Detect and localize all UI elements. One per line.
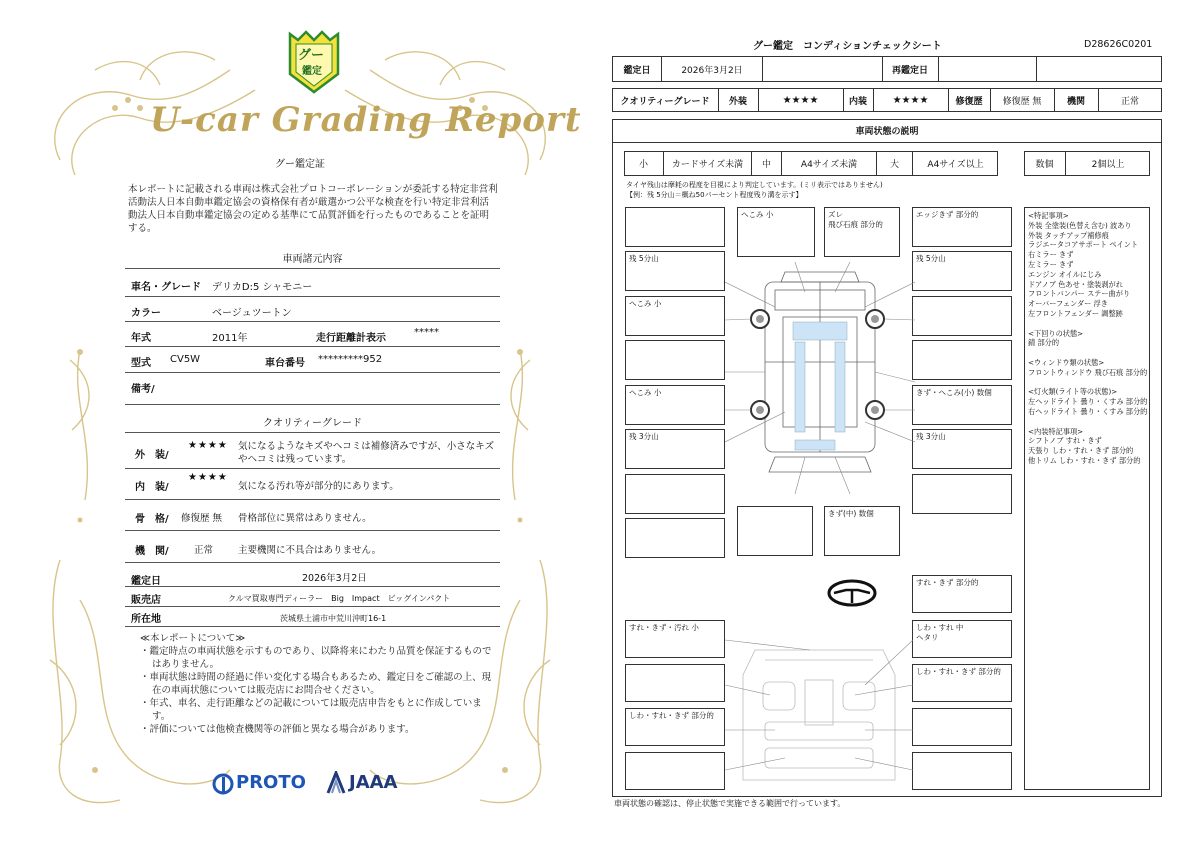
cert-title: グー鑑定証 — [275, 159, 325, 170]
badge-text-bottom: 鑑定 — [302, 66, 322, 77]
divider — [125, 372, 500, 373]
date-label: 鑑定日 — [131, 576, 161, 587]
notes-line: ラジエータコアサポート ペイント — [1028, 240, 1139, 250]
address-value: 茨城県土浦市中荒川沖町16-1 — [280, 614, 387, 623]
color-value: ベージュツートン — [212, 308, 292, 319]
ext-box-right-empty — [912, 296, 1012, 336]
ext-box-bottom-a — [737, 506, 813, 556]
divider — [125, 321, 500, 322]
notes-spacer — [1028, 378, 1148, 388]
engine-label: 機 関/ — [135, 546, 169, 557]
ext-box-left-3: へこみ 小 — [625, 385, 725, 425]
notes-line: <ウィンドウ類の状態> — [1028, 357, 1105, 367]
ext-box-right-empty — [912, 340, 1012, 380]
tire-note: タイヤ残山は摩耗の程度を目視により判定しています。(ミリ表示ではありません) — [626, 181, 883, 189]
repair-label: 修復歴 — [955, 96, 983, 107]
dealer-value: クルマ買取専門ディーラー Big Impact ビッグインパクト — [228, 594, 451, 603]
interior-stars: ★★★★ — [188, 472, 228, 483]
notes-line: 天張り しわ・すれ・きず 部分的 — [1028, 446, 1134, 456]
ext-box-left-empty — [625, 518, 725, 558]
ext-box-top-b: ズレ 飛び石痕 部分的 — [824, 207, 900, 257]
address-label: 所在地 — [131, 614, 161, 625]
note-item: ・車両状態は時間の経過に伴い変化する場合もあるため、鑑定日をご確認の上、現在の車両状態については販売店にお問合せください。 — [140, 672, 492, 696]
engine-text: 主要機関に不具合はありません。 — [238, 545, 382, 556]
ext-box-left-4: 残 3分山 — [625, 429, 725, 469]
cert-body: 本レポートに記載される車両は株式会社プロトコーポレーションが委託する特定非営利活動法人日本自動車鑑定協会の資格保有者が厳選かつ公平な検査を行い特定非営利活動法人日本自動車鑑定協会の定める基準にて品質評価を行ったものであることを証明する。 — [128, 184, 498, 234]
legend-large-desc: A4サイズ以上 — [927, 160, 984, 170]
divider — [125, 268, 500, 269]
sheet-id: D28626C0201 — [1084, 39, 1153, 50]
car-name-label: 車名・グレード — [131, 282, 201, 293]
divider — [125, 404, 500, 405]
exterior-stars: ★★★★ — [188, 440, 228, 451]
date-value: 2026年3月2日 — [302, 573, 367, 584]
steering-wheel-icon — [826, 578, 878, 608]
notes-line: 右ミラー きず — [1028, 250, 1074, 260]
int-box-right-empty — [912, 752, 1012, 790]
ext-stars: ★★★★ — [782, 94, 819, 106]
condition-title: 車両状態の説明 — [612, 119, 1162, 143]
proto-logo-icon — [212, 773, 234, 795]
notes-line: フロントウィンドウ 飛び石痕 部分的 — [1028, 367, 1148, 377]
divider — [125, 586, 500, 587]
spec-title: 車両諸元内容 — [282, 254, 343, 265]
int-stars: ★★★★ — [892, 94, 929, 106]
ext-box-bottom-c: きず(中) 数個 — [824, 506, 900, 556]
int-box-left-empty — [625, 752, 725, 790]
notes-line: 左ヘッドライト 曇り・くすみ 部分的 — [1028, 397, 1148, 407]
quality-title: クオリティーグレード — [263, 418, 362, 429]
legend-large: 大 — [877, 151, 913, 176]
notes-line: 右ヘッドライト 曇り・くすみ 部分的 — [1028, 406, 1148, 416]
notes-line: <特記事項> — [1028, 211, 1069, 220]
notes-line: 左フロントフェンダー 調整跡 — [1028, 308, 1123, 318]
engine-value: 正常 — [194, 545, 214, 556]
repair-value: 修復歴 無 — [1002, 96, 1042, 107]
int-box-left-empty — [625, 664, 725, 702]
chassis-label: 車台番号 — [265, 358, 305, 369]
divider — [125, 346, 500, 347]
notes-line: オーバーフェンダー 浮き — [1028, 299, 1108, 309]
badge-text-top: グー — [298, 48, 325, 63]
frame-value: 修復歴 無 — [181, 513, 223, 524]
int-box-left-1: すれ・きず・汚れ 小 — [625, 620, 725, 658]
ext-box-top-a: へこみ 小 — [737, 207, 815, 257]
notes-line: エンジン オイルにじみ — [1028, 269, 1102, 279]
model-label: 型式 — [131, 358, 151, 369]
report-title: U-car Grading Report — [150, 100, 582, 140]
int-box-steering: すれ・きず 部分的 — [912, 575, 1012, 613]
int-box-right-2: しわ・すれ・きず 部分的 — [912, 664, 1012, 702]
car-name-value: デリカD:5 シャモニー — [212, 282, 313, 293]
ext-box-right-2: きず・へこみ(小) 数個 — [912, 385, 1012, 425]
date-label: 鑑定日 — [623, 65, 651, 76]
notes-line: 左ミラー きず — [1028, 259, 1074, 269]
notes-line: 外装 全塗装(色替え含む) 波あり — [1028, 220, 1132, 230]
notes-spacer — [1028, 319, 1148, 329]
ext-box-right-1: 残 5分山 — [912, 251, 1012, 291]
recheck-label: 再鑑定日 — [891, 65, 928, 76]
divider — [125, 296, 500, 297]
legend-count: 数個 — [1024, 151, 1066, 176]
ext-box-top-c: エッジきず 部分的 — [912, 207, 1012, 247]
exterior-text: 気になるようなキズやヘコミは補修済みですが、小さなキズやヘコミは残っています。 — [238, 441, 495, 465]
legend-small-desc: カードサイズ未満 — [664, 151, 752, 176]
engine-label: 機関 — [1066, 96, 1085, 107]
ext-label: 外装 — [728, 96, 747, 107]
tire-note-example: 【例：残 5分山＝概ね50パーセント程度残り溝を示す】 — [626, 191, 803, 199]
year-value: 2011年 — [212, 333, 248, 344]
notes-line: <内装特記事項> — [1028, 426, 1084, 436]
mileage-label: 走行距離計表示 — [316, 333, 386, 344]
notes-line: フロントバンパー ステー曲がり — [1028, 289, 1131, 299]
notes-spacer — [1028, 348, 1148, 358]
quality-label: クオリティーグレード — [620, 96, 710, 107]
jaaa-logo-icon — [326, 771, 346, 795]
divider — [125, 530, 500, 531]
notes-line: シフトノブ すれ・きず — [1028, 436, 1102, 446]
ext-box-top-left — [625, 207, 725, 247]
int-box-left-2: しわ・すれ・きず 部分的 — [625, 708, 725, 746]
divider — [125, 562, 500, 563]
ext-box-left-empty — [625, 474, 725, 514]
notes-line: <下回りの状態> — [1028, 328, 1084, 338]
sheet-footer: 車両状態の確認は、停止状態で実施できる範囲で行っています。 — [614, 799, 846, 808]
notes-line: 他トリム しわ・すれ・きず 部分的 — [1028, 455, 1141, 465]
notes-line: ドアノブ 色あせ・塗装剥がれ — [1028, 279, 1123, 289]
interior-label: 内 装/ — [135, 482, 169, 493]
note-item: ・年式、車名、走行距離などの記載については販売店申告をもとに作成しています。 — [140, 698, 482, 722]
ext-box-left-1: 残 5分山 — [625, 251, 725, 291]
legend-count-desc: 2個以上 — [1091, 160, 1125, 170]
ext-box-left-2: へこみ 小 — [625, 296, 725, 336]
divider — [125, 432, 500, 433]
notes-spacer — [1028, 417, 1148, 427]
sheet-title: グー鑑定 コンディションチェックシート — [753, 41, 942, 52]
car-interior-diagram — [725, 630, 913, 790]
frame-label: 骨 格/ — [135, 514, 169, 525]
ext-box-right-3: 残 3分山 — [912, 429, 1012, 469]
int-box-right-empty — [912, 708, 1012, 746]
condition-check-sheet — [600, 0, 1200, 848]
color-label: カラー — [131, 308, 161, 319]
ext-box-left-empty — [625, 340, 725, 380]
chassis-value: *********952 — [318, 354, 383, 365]
exterior-label: 外 装/ — [135, 450, 169, 461]
notes-title: ≪本レポートについて≫ — [140, 633, 246, 644]
notes-line: <灯火類(ライト等の状態)> — [1028, 387, 1118, 397]
legend-small: 小 — [624, 151, 664, 176]
int-box-right-1: しわ・すれ 中 ヘタリ — [912, 620, 1012, 658]
note-item: ・鑑定時点の車両状態を示すものであり、以降将来にわたり品質を保証するものではありません。 — [140, 646, 492, 670]
notes-line: 錆 部分的 — [1028, 338, 1060, 348]
year-label: 年式 — [131, 333, 151, 344]
divider — [125, 606, 500, 607]
car-exterior-diagram — [725, 262, 915, 494]
legend-mid: 中 — [752, 151, 782, 176]
engine-value: 正常 — [1120, 96, 1139, 107]
model-value: CV5W — [170, 354, 201, 365]
notes-list — [1028, 211, 1148, 466]
report-notes — [140, 632, 500, 736]
divider — [125, 468, 500, 469]
date-value: 2026年3月2日 — [681, 65, 743, 76]
jaaa-logo: JAAA — [349, 772, 398, 793]
ext-box-right-empty — [912, 474, 1012, 514]
divider — [125, 626, 500, 627]
frame-text: 骨格部位に異常はありません。 — [238, 513, 372, 524]
interior-text: 気になる汚れ等が部分的にあります。 — [238, 481, 399, 492]
dealer-label: 販売店 — [131, 595, 161, 606]
legend-mid-desc: A4サイズ未満 — [782, 151, 877, 176]
remarks-label: 備考/ — [131, 384, 155, 395]
int-label: 内装 — [848, 96, 867, 107]
mileage-value: ***** — [414, 327, 439, 338]
divider — [125, 499, 500, 500]
notes-line: 外装 タッチアップ補修痕 — [1028, 230, 1109, 240]
note-item: ・評価については他検査機関等の評価と異なる場合があります。 — [140, 724, 415, 735]
proto-logo: PROTO — [236, 772, 306, 793]
